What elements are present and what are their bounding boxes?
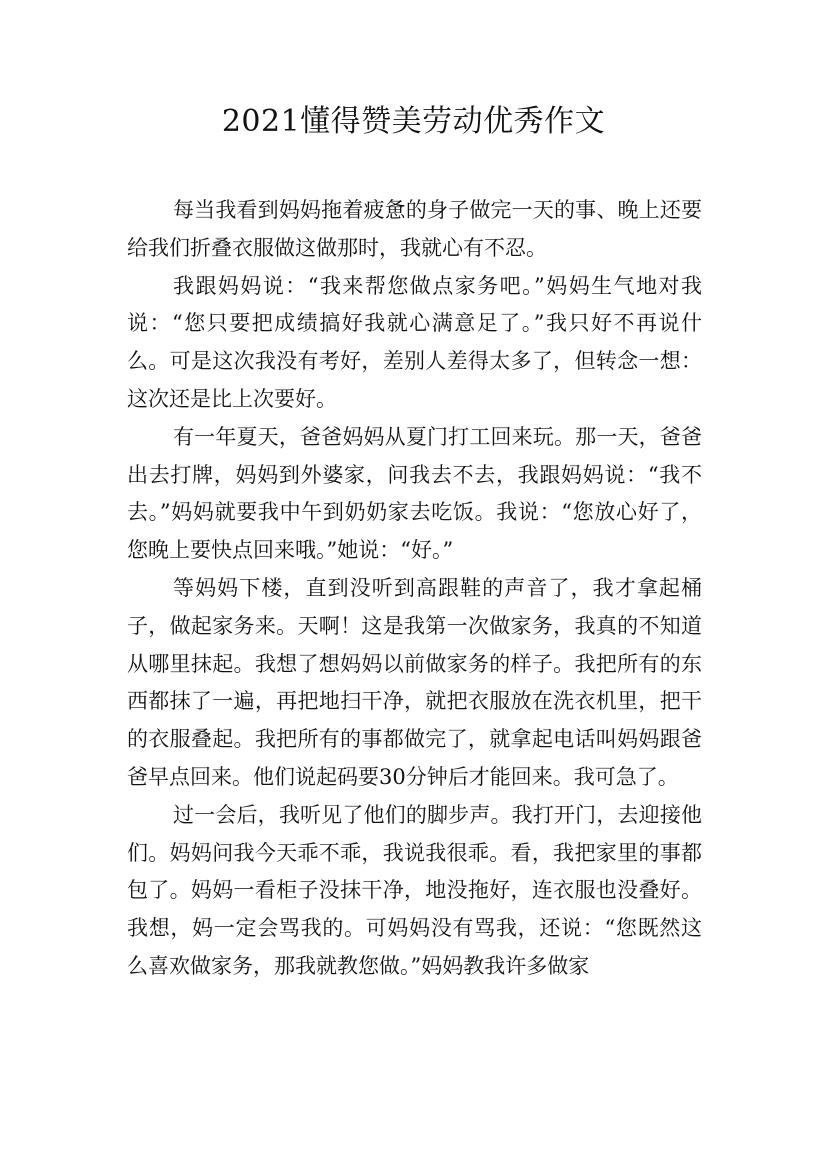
paragraph-1: 每当我看到妈妈拖着疲惫的身子做完一天的事、晚上还要给我们折叠衣服做这做那时，我就心有不忍。	[127, 198, 702, 260]
paragraph-3: 有一年夏天，爸爸妈妈从夏门打工回来玩。那一天，爸爸出去打牌，妈妈到外婆家，问我去不去，我跟妈妈说：“我不去。”妈妈就要我中午到奶奶家去吃饭。我说：“您放心好了，您晚上要快点回来哦。”她说：“好。”	[127, 424, 702, 563]
paragraph-5: 过一会后，我听见了他们的脚步声。我打开门，去迎接他们。妈妈问我今天乖不乖，我说我很乖。看，我把家里的事都包了。妈妈一看柜子没抹干净，地没拖好，连衣服也没叠好。我想，妈一定会骂我的。可妈妈没有骂我，还说：“您既然这么喜欢做家务，那我就教您做。”妈妈教我许多做家	[127, 802, 702, 978]
paragraph-2: 我跟妈妈说：“我来帮您做点家务吧。”妈妈生气地对我说：“您只要把成绩搞好我就心满意足了。”我只好不再说什么。可是这次我没有考好，差别人差得太多了，但转念一想：这次还是比上次要好。	[127, 273, 702, 411]
paragraph-4: 等妈妈下楼，直到没听到高跟鞋的声音了，我才拿起桶子，做起家务来。天啊！这是我第一次做家务，我真的不知道从哪里抹起。我想了想妈妈以前做家务的样子。我把所有的东西都抹了一遍，再把地扫干净，就把衣服放在洗衣机里，把干的衣服叠起。我把所有的事都做完了，就拿起电话叫妈妈跟爸爸早点回来。他们说起码要30分钟后才能回来。我可急了。	[127, 575, 702, 789]
document-title: 2021懂得赞美劳动优秀作文	[221, 104, 606, 139]
document-body	[127, 192, 702, 986]
